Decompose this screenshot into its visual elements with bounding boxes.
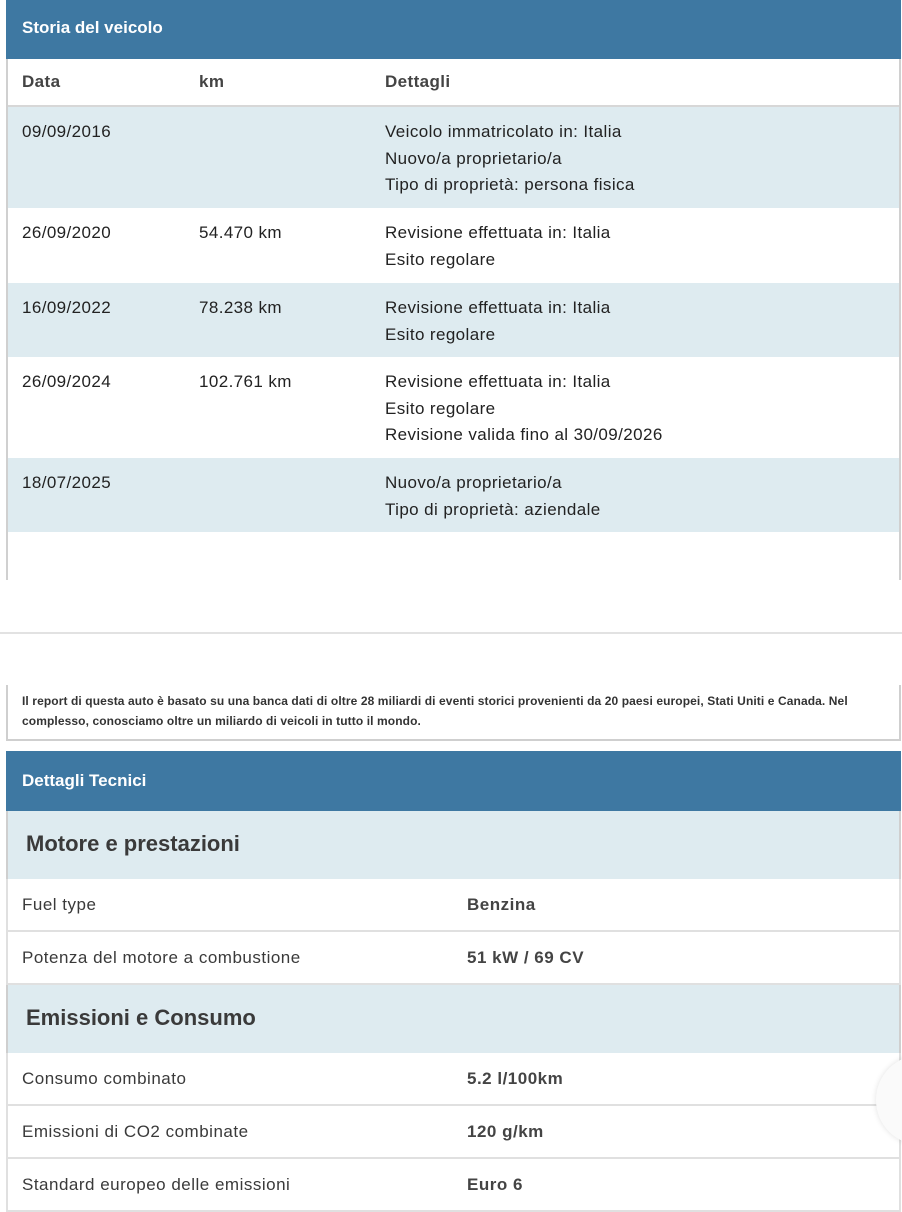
spec-label: Consumo combinato [22,1068,187,1088]
spec-row [6,1106,901,1159]
column-km: km [199,72,225,91]
spec-row [6,1053,901,1106]
detail-line: Esito regolare [385,398,496,418]
event-details [385,295,899,357]
spec-value: 120 g/km [467,1121,544,1141]
event-km [199,470,385,532]
spec-label: Fuel type [22,894,97,914]
history-row [8,208,899,283]
spec-label: Potenza del motore a combustione [22,947,301,967]
section-heading-engine: Motore e prestazioni [6,811,901,879]
event-details [385,220,899,283]
event-date: 09/09/2016 [22,122,112,141]
event-date: 26/09/2020 [22,223,112,242]
event-details [385,119,899,208]
spec-label: Standard europeo delle emissioni [22,1174,291,1194]
detail-line: Esito regolare [385,249,496,269]
detail-line: Revisione valida fino al 30/09/2026 [385,425,663,444]
detail-line: Veicolo immatricolato in: Italia [385,122,622,141]
event-km: 102.761 km [199,372,292,391]
spec-value: 51 kW / 69 CV [467,947,585,967]
tech-title: Dettagli Tecnici [6,751,901,811]
spec-value: Euro 6 [467,1174,523,1194]
spec-value: 5.2 l/100km [467,1068,564,1088]
spec-row [6,879,901,932]
vehicle-history-card [6,0,901,580]
event-details [385,470,899,532]
event-date: 26/09/2024 [22,372,112,391]
event-date: 16/09/2022 [22,298,112,317]
event-details [385,369,899,458]
detail-line: Revisione effettuata in: Italia [385,372,611,391]
column-details: Dettagli [385,72,451,91]
history-row [8,357,899,458]
event-km [199,119,385,208]
detail-line: Nuovo/a proprietario/a [385,148,563,168]
section-divider [0,632,902,634]
detail-line: Tipo di proprietà: persona fisica [385,175,635,194]
history-row [8,107,899,208]
technical-details-card [6,751,901,1205]
history-row [8,283,899,357]
column-date: Data [22,72,61,91]
event-km: 54.470 km [199,223,282,242]
event-date: 18/07/2025 [22,473,112,492]
history-title: Storia del veicolo [6,0,901,59]
spec-row [6,932,901,985]
detail-line: Tipo di proprietà: aziendale [385,499,601,519]
report-disclaimer: Il report di questa auto è basato su una banca dati di oltre 28 miliardi di eventi storici provenienti da 20 paesi europei, Stati Uniti e Canada. Nel complesso, conosciamo oltre un miliardo di veicoli in tutto il mondo. [6,685,901,741]
detail-line: Esito regolare [385,324,496,344]
spec-value: Benzina [467,894,536,914]
event-km: 78.238 km [199,298,282,317]
detail-line: Revisione effettuata in: Italia [385,223,611,242]
detail-line: Nuovo/a proprietario/a [385,473,563,492]
section-heading-emissions: Emissioni e Consumo [6,985,901,1053]
history-column-headers [8,59,899,107]
spec-row [6,1159,901,1212]
history-row [8,458,899,532]
spec-label: Emissioni di CO2 combinate [22,1121,249,1141]
detail-line: Revisione effettuata in: Italia [385,298,611,317]
